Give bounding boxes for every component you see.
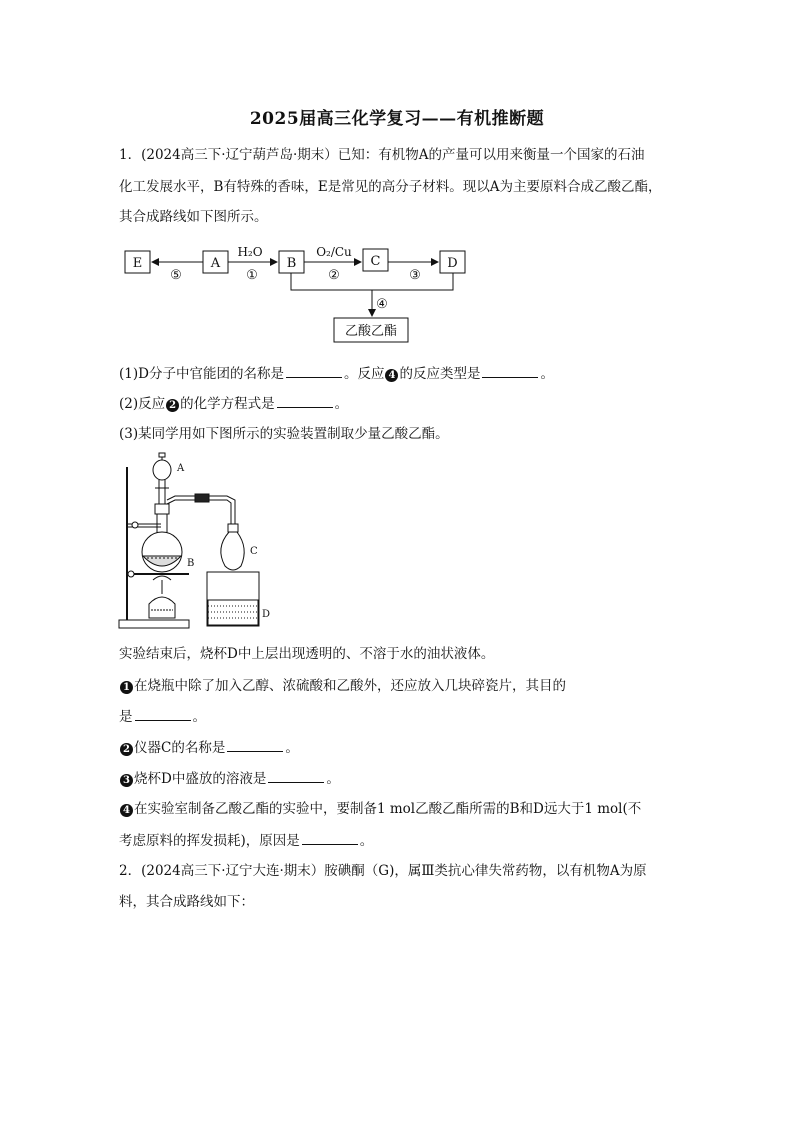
item4-text-b: 考虑原料的挥发损耗)，原因是 <box>119 833 300 849</box>
apparatus-label-A: A <box>177 463 185 474</box>
circled-number: 4 <box>385 369 398 382</box>
answer-blank-2[interactable] <box>482 364 538 378</box>
step-5: ⑤ <box>170 268 182 283</box>
circled-number: 1 <box>120 681 133 694</box>
circled-number: 3 <box>120 774 133 787</box>
answer-blank-7[interactable] <box>302 831 358 845</box>
connector-B-D <box>291 273 453 290</box>
answer-blank-5[interactable] <box>227 738 283 752</box>
label-h2o: H₂O <box>237 245 263 259</box>
label-product: 乙酸乙酯 <box>344 324 398 339</box>
circled-number: 2 <box>166 399 179 412</box>
q1-line3: 其合成路线如下图所示。 <box>119 209 268 225</box>
item1-text-b: 是 <box>119 709 133 725</box>
item1-text-c: 。 <box>192 709 206 725</box>
answer-blank-3[interactable] <box>277 394 333 408</box>
q1-item-1 <box>119 677 566 695</box>
item4-text: 在实验室制备乙酸乙酯的实验中，要制备1 mol乙酸乙酯所需的B和D远大于1 mol(不 <box>134 801 642 817</box>
q2-line2: 料，其合成路线如下： <box>119 894 254 910</box>
answer-blank-4[interactable] <box>135 707 191 721</box>
q2-line1: 2．(2024高三下·辽宁大连·期末）胺碘酮（G)，属Ⅲ类抗心律失常药物，以有机物A为原 <box>119 863 647 879</box>
step-1: ① <box>246 268 258 283</box>
q1-sub1 <box>119 364 554 383</box>
item2-text: 仪器C的名称是 <box>134 740 226 756</box>
label-A: A <box>210 256 221 271</box>
circled-number: 2 <box>120 743 133 756</box>
ester-apparatus-figure <box>115 452 275 634</box>
sub2-text-a: (2)反应 <box>119 396 166 412</box>
label-o2cu: O₂/Cu <box>316 245 352 259</box>
apparatus-label-D: D <box>262 609 271 620</box>
q1-item-4-cont <box>119 831 373 850</box>
synthesis-route-diagram <box>0 236 794 348</box>
item1-text: 在烧瓶中除了加入乙醇、浓硫酸和乙酸外，还应放入几块碎瓷片，其目的 <box>134 678 566 694</box>
sub2-text-c: 。 <box>334 396 349 412</box>
sub2-text-b: 的化学方程式是 <box>180 396 275 412</box>
apparatus-label-B: B <box>187 558 195 569</box>
item3-text: 烧杯D中盛放的溶液是 <box>134 771 267 787</box>
sub1-text-c: 的反应类型是 <box>399 366 481 382</box>
page-title: 2025届高三化学复习——有机推断题 <box>249 109 545 129</box>
q1-item-2 <box>119 738 299 757</box>
q1-item-4 <box>119 800 641 818</box>
circled-number: 4 <box>120 804 133 817</box>
q1-item-3 <box>119 769 340 788</box>
q1-line2: 化工发展水平，B有特殊的香味，E是常见的高分子材料。现以A为主要原料合成乙酸乙酯， <box>119 179 662 195</box>
item3-text-b: 。 <box>326 771 340 787</box>
q1-observation: 实验结束后，烧杯D中上层出现透明的、不溶于水的油状液体。 <box>119 646 495 662</box>
q1-line1: 1．(2024高三下·辽宁葫芦岛·期末）已知：有机物A的产量可以用来衡量一个国家的石油 <box>119 147 645 163</box>
sub1-text-a: (1)D分子中官能团的名称是 <box>119 366 284 382</box>
step-4: ④ <box>376 297 388 312</box>
step-2: ② <box>328 268 340 283</box>
q1-sub3: (3)某同学用如下图所示的实验装置制取少量乙酸乙酯。 <box>119 426 449 442</box>
item4-text-c: 。 <box>359 833 374 849</box>
q1-item-1-cont <box>119 707 206 726</box>
label-C: C <box>370 254 381 269</box>
label-D: D <box>447 256 458 271</box>
step-3: ③ <box>409 268 421 283</box>
answer-blank-6[interactable] <box>268 769 324 783</box>
answer-blank-1[interactable] <box>286 364 342 378</box>
label-E: E <box>132 256 143 271</box>
sub1-text-d: 。 <box>540 366 554 382</box>
q1-sub2 <box>119 394 348 413</box>
apparatus-label-C: C <box>250 546 258 557</box>
item2-text-b: 。 <box>285 740 299 756</box>
sub1-text-b: 。反应 <box>343 366 385 382</box>
label-B: B <box>286 256 297 271</box>
